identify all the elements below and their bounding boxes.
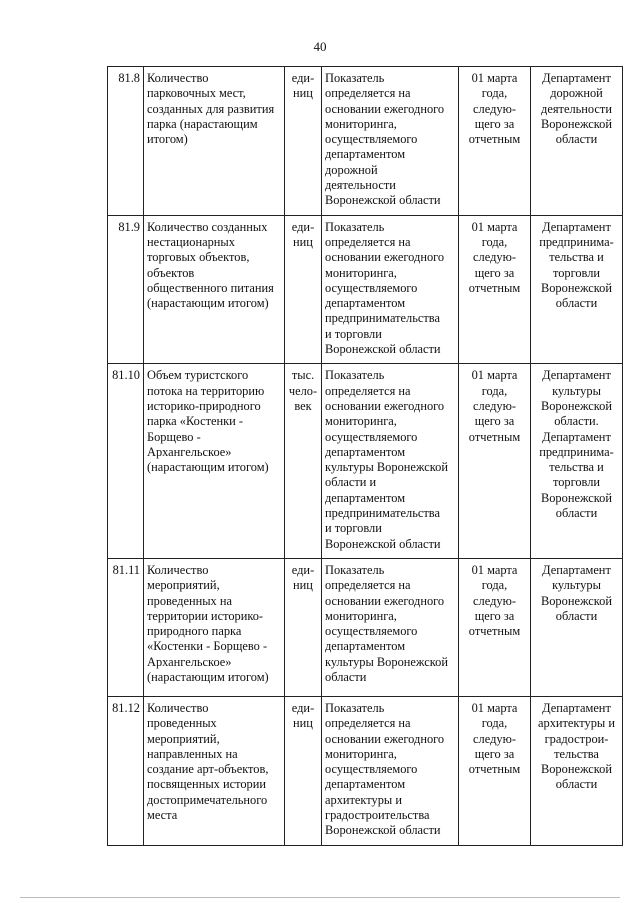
- reporting-date: 01 марта года, следую- щего за отчетным: [459, 67, 531, 216]
- indicator-name: Количество парковочных мест, созданных для развития парка (нарастающим итогом): [144, 67, 285, 216]
- indicators-table: [107, 66, 623, 846]
- responsible-body: Департамент культуры Воронежской области. Департамент предпринима- тельства и торговли Воронежской области: [531, 364, 623, 559]
- calculation-method: Показатель определяется на основании ежегодного мониторинга, осуществляемого департаментом архитектуры и градостроительства Воронежской области: [322, 696, 459, 845]
- indicator-name: Количество проведенных мероприятий, направленных на создание арт-объектов, посвященных истории достопримечательного места: [144, 696, 285, 845]
- reporting-date: 01 марта года, следую- щего за отчетным: [459, 558, 531, 696]
- row-number: 81.12: [108, 696, 144, 845]
- row-number: 81.8: [108, 67, 144, 216]
- table-row: [108, 364, 623, 559]
- unit-of-measure: еди- ниц: [285, 558, 322, 696]
- reporting-date: 01 марта года, следую- щего за отчетным: [459, 215, 531, 364]
- calculation-method: Показатель определяется на основании ежегодного мониторинга, осуществляемого департаментом культуры Воронежской области и департаментом предпринимательства и торговли Воронежской области: [322, 364, 459, 559]
- row-number: 81.9: [108, 215, 144, 364]
- indicator-name: Объем туристского потока на территорию историко-природного парка «Костенки - Борщево - Архангельское» (нарастающим итогом): [144, 364, 285, 559]
- responsible-body: Департамент архитектуры и градострои- тельства Воронежской области: [531, 696, 623, 845]
- row-number: 81.10: [108, 364, 144, 559]
- calculation-method: Показатель определяется на основании ежегодного мониторинга, осуществляемого департаментом культуры Воронежской области: [322, 558, 459, 696]
- row-number: 81.11: [108, 558, 144, 696]
- reporting-date: 01 марта года, следую- щего за отчетным: [459, 364, 531, 559]
- table-row: [108, 215, 623, 364]
- reporting-date: 01 марта года, следую- щего за отчетным: [459, 696, 531, 845]
- table-row: [108, 696, 623, 845]
- responsible-body: Департамент предпринима- тельства и торговли Воронежской области: [531, 215, 623, 364]
- page-number: 40: [313, 39, 327, 54]
- unit-of-measure: тыс. чело- век: [285, 364, 322, 559]
- responsible-body: Департамент культуры Воронежской области: [531, 558, 623, 696]
- scan-edge-line: [20, 897, 620, 898]
- calculation-method: Показатель определяется на основании ежегодного мониторинга, осуществляемого департаментом дорожной деятельности Воронежской области: [322, 67, 459, 216]
- unit-of-measure: еди- ниц: [285, 696, 322, 845]
- unit-of-measure: еди- ниц: [285, 215, 322, 364]
- table-row: [108, 558, 623, 696]
- calculation-method: Показатель определяется на основании ежегодного мониторинга, осуществляемого департаментом предпринимательства и торговли Воронежской области: [322, 215, 459, 364]
- indicator-name: Количество мероприятий, проведенных на территории историко- природного парка «Костенки - Борщево - Архангельское» (нарастающим итогом): [144, 558, 285, 696]
- unit-of-measure: еди- ниц: [285, 67, 322, 216]
- indicator-name: Количество созданных нестационарных торговых объектов, объектов общественного питания (нарастающим итогом): [144, 215, 285, 364]
- table-row: [108, 67, 623, 216]
- responsible-body: Департамент дорожной деятельности Воронежской области: [531, 67, 623, 216]
